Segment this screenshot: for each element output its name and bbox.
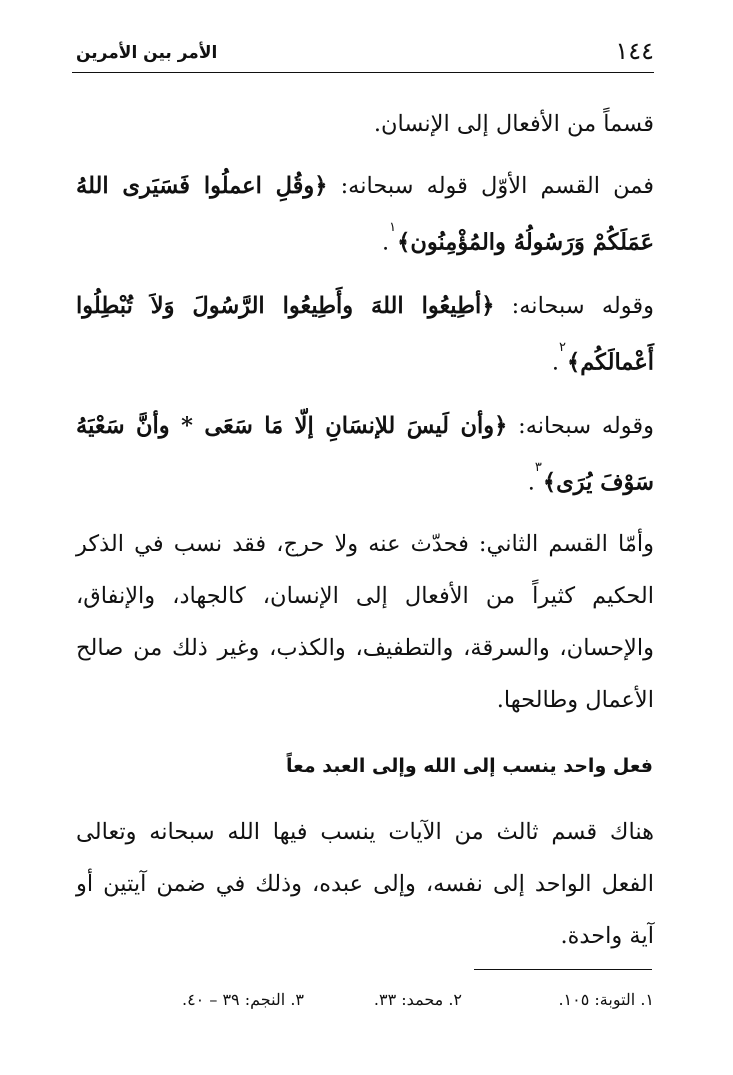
paragraph-6: هناك قسم ثالث من الآيات ينسب فيها الله سبحانه وتعالى الفعل الواحد إلى نفسه، وإلى عبده، وذلك في ضمن آيتين أو آية واحدة. bbox=[76, 819, 654, 949]
paragraph-3 bbox=[76, 280, 654, 389]
paragraph-3-intro: وقوله سبحانه: bbox=[494, 293, 654, 319]
paragraph-3-end: . bbox=[551, 349, 560, 376]
footnote-1: ١. التوبة: ١٠٥. bbox=[558, 990, 654, 1009]
footnote-ref-1: ١ bbox=[389, 220, 397, 235]
paragraph-4-intro: وقوله سبحانه: bbox=[507, 413, 654, 439]
paragraph-2 bbox=[76, 160, 654, 269]
quran-quote-3: ﴿وأن لَيسَ للإنسَانِ إلّا مَا سَعَى * وأنَّ سَعْيَهُ سَوْفَ يُرَى﴾ bbox=[76, 413, 654, 496]
paragraph-2-intro: فمن القسم الأوّل قوله سبحانه: bbox=[327, 173, 654, 199]
quran-quote-2: ﴿أطِيعُوا اللهَ وأَطِيعُوا الرَّسُولَ وَلاَ تُبْطِلُوا أَعْمالَكُم﴾ bbox=[76, 293, 654, 376]
section-heading: فعل واحد ينسب إلى الله وإلى العبد معاً bbox=[286, 755, 653, 777]
paragraph-5: وأمّا القسم الثاني: فحدّث عنه ولا حرج، فقد نسب في الذكر الحكيم كثيراً من الأفعال إلى الإنسان، كالجهاد، والإنفاق، والإحسان، والسرقة، والتطفيف، والكذب، وغير ذلك من صالح الأعمال وطالحها. bbox=[76, 531, 654, 713]
page-header bbox=[72, 36, 654, 73]
footnote-divider bbox=[474, 969, 652, 970]
footnotes bbox=[140, 985, 654, 1015]
quran-quote-1: ﴿وقُلِ اعملُوا فَسَيَرى اللهُ عَمَلَكُمْ وَرَسُولُهُ والمُؤْمِنُون﴾ bbox=[76, 173, 654, 256]
paragraph-4-end: . bbox=[527, 469, 535, 496]
paragraph-4 bbox=[76, 400, 654, 509]
footnote-ref-2: ٢ bbox=[559, 340, 567, 355]
paragraph-1: قسماً من الأفعال إلى الإنسان. bbox=[373, 111, 654, 137]
running-title: الأمر بين الأمرين bbox=[76, 43, 218, 63]
footnote-3: ٣. النجم: ٣٩ – ٤٠. bbox=[181, 990, 304, 1009]
paragraph-2-end: . bbox=[382, 229, 390, 256]
page-number: ١٤٤ bbox=[615, 37, 654, 65]
footnote-ref-3: ٣ bbox=[534, 460, 542, 475]
footnote-2: ٢. محمد: ٣٣. bbox=[373, 990, 462, 1009]
